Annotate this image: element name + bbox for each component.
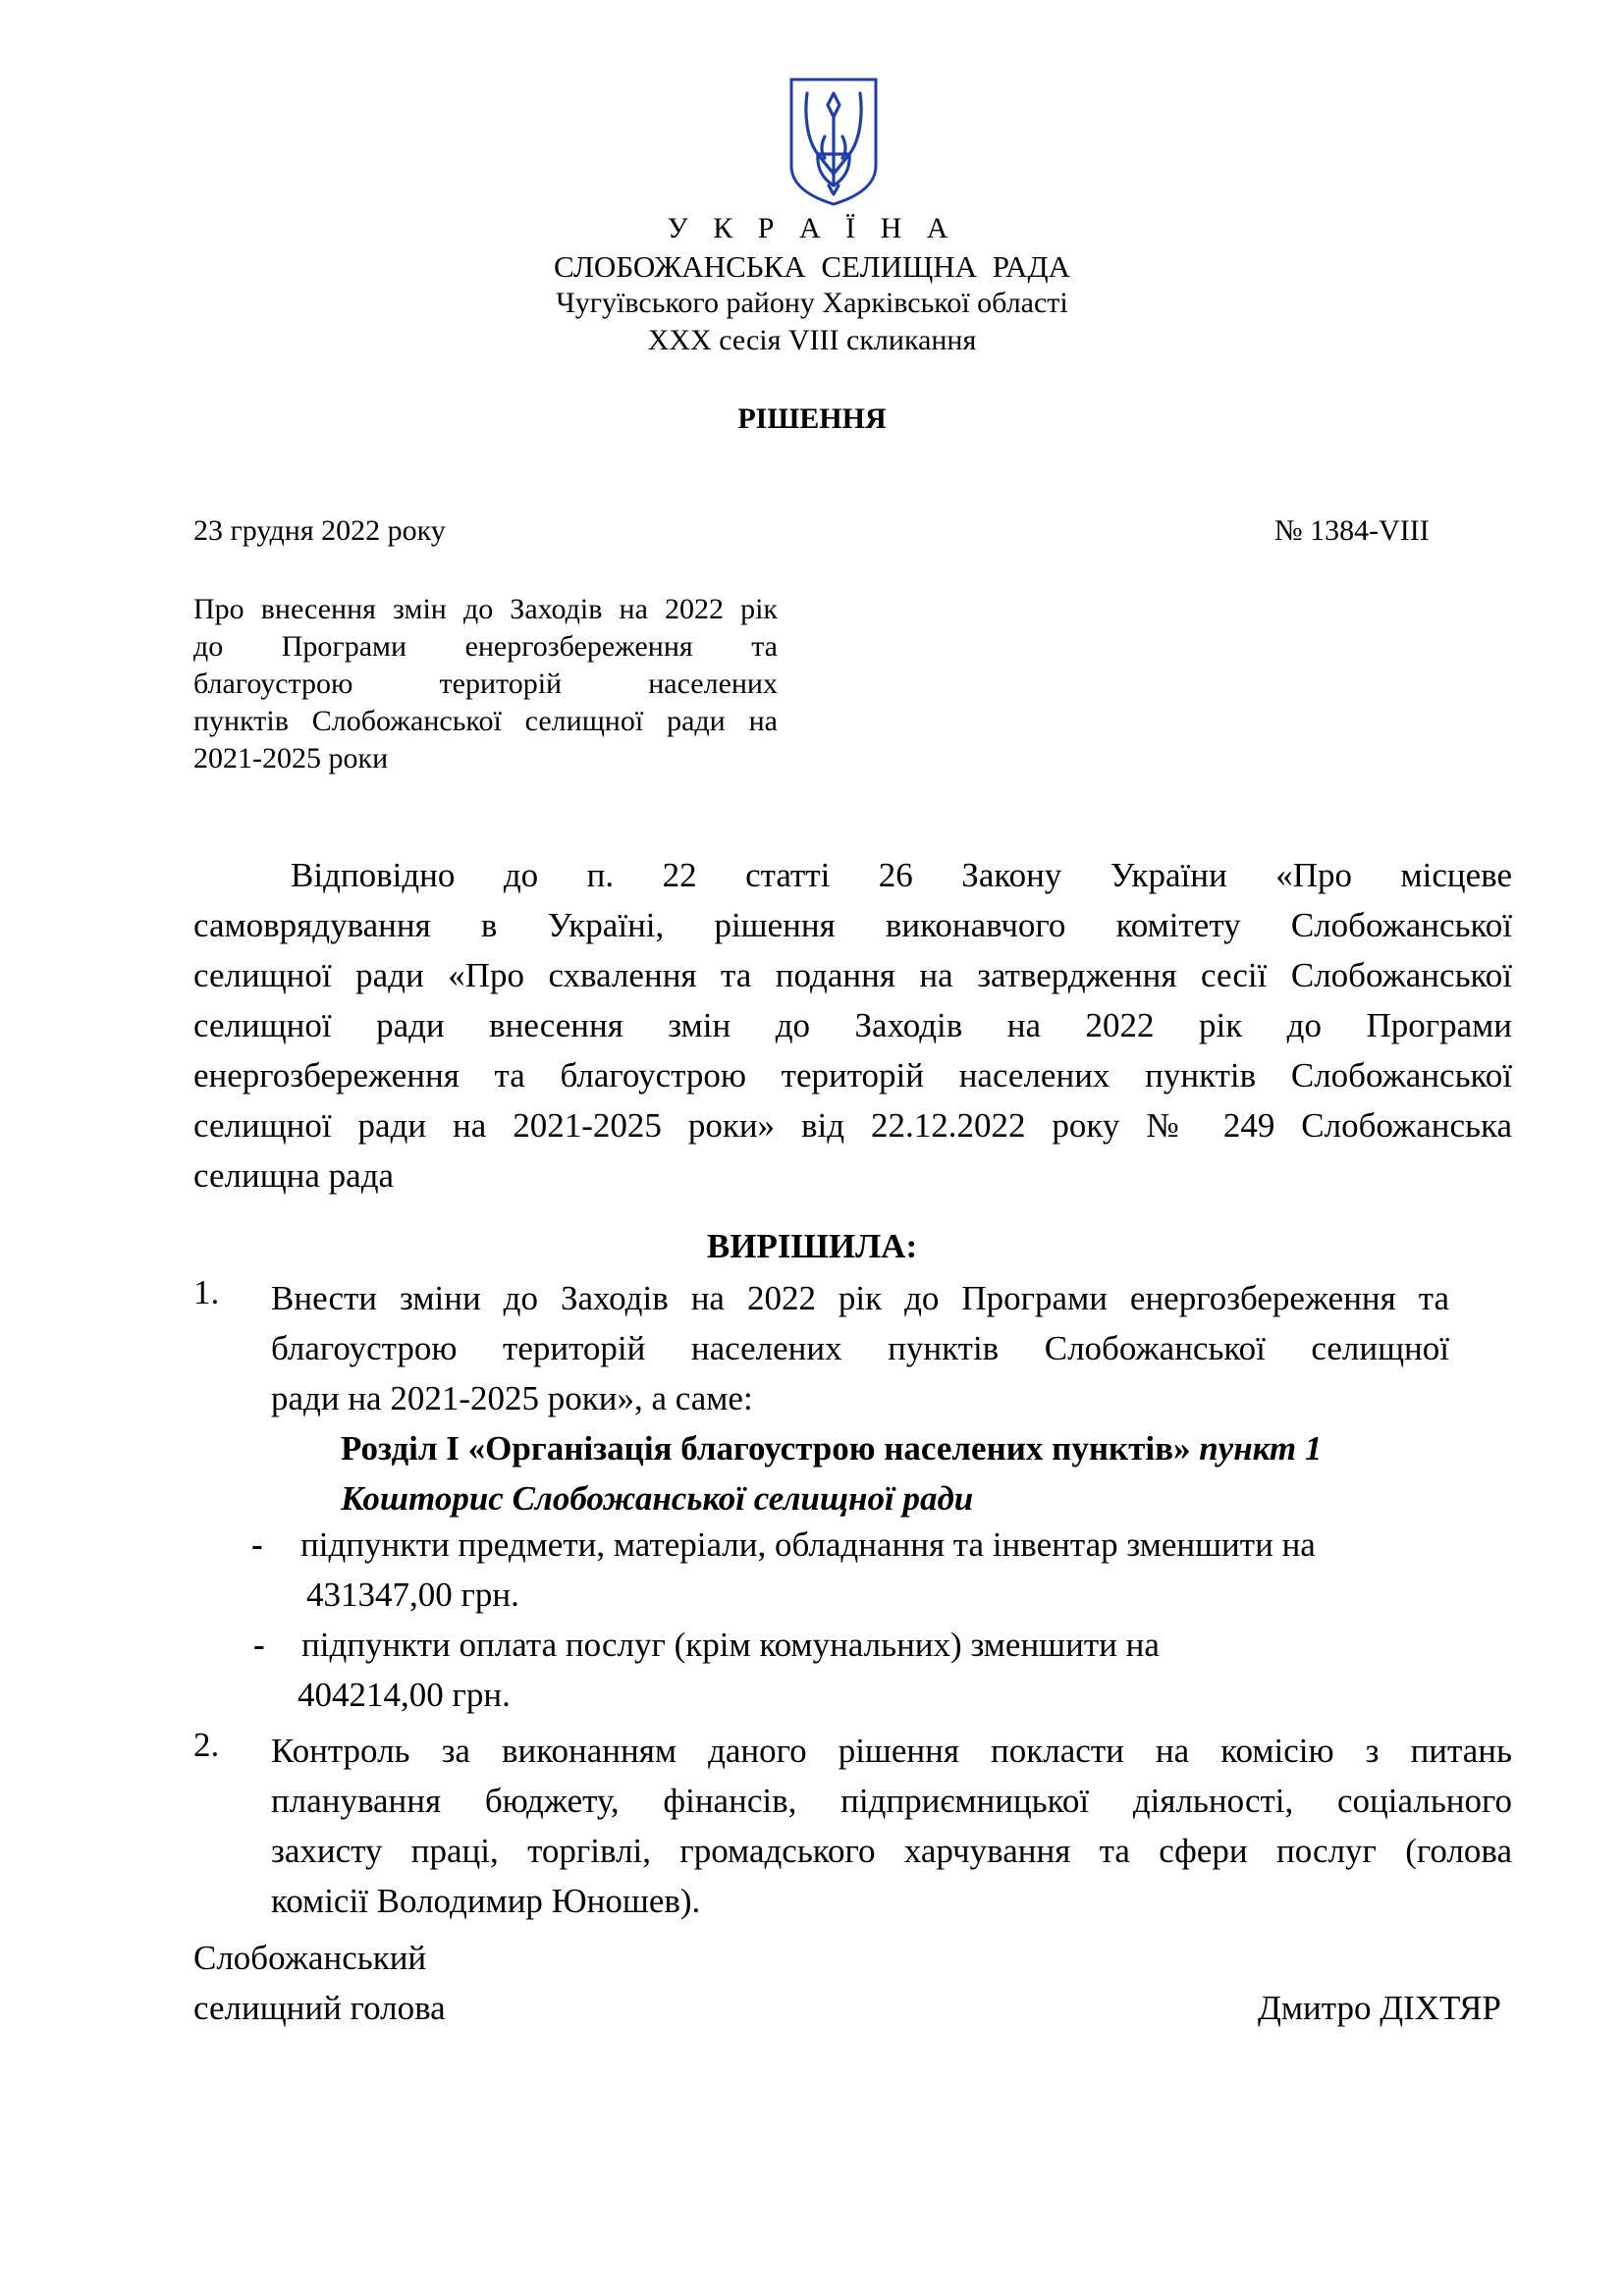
session-heading: ХХХ сесія VІІІ скликання — [647, 324, 977, 356]
signatory-title: селищний голова — [193, 1989, 446, 2027]
trident-emblem-svg — [787, 76, 880, 208]
item-1-line: ради на 2021-2025 роки», а саме: — [271, 1379, 753, 1417]
council-heading: СЛОБОЖАНСЬКА СЕЛИЩНА РАДА — [554, 249, 1070, 284]
subject-line: Про внесення змін до Заходів на 2022 рік — [193, 593, 778, 625]
subject-line: пунктів Слобожанської селищної ради на — [193, 705, 778, 737]
district-heading: Чугуївського району Харківської області — [556, 287, 1068, 319]
section-estimate-title: Кошторис Слобожанської селищної ради — [341, 1479, 974, 1518]
decision-date: 23 грудня 2022 року — [193, 514, 446, 547]
preamble-line: Відповідно до п. 22 статті 26 Закону України «Про місцеве — [291, 856, 1512, 894]
subitem-text: підпункти оплата послуг (крім комунальних) зменшити на — [301, 1626, 1160, 1664]
decision-number: № 1384-VIII — [1274, 514, 1430, 547]
subitem-amount: 404214,00 грн. — [298, 1676, 511, 1714]
signatory-title: Слобожанський — [193, 1939, 427, 1977]
subject-line: до Програми енергозбереження та — [193, 630, 778, 663]
document-type-title: РІШЕННЯ — [737, 402, 887, 435]
preamble-paragraph — [193, 850, 1512, 1201]
preamble-line: самоврядування в Україні, рішення виконавчого комітету Слобожанської — [193, 906, 1512, 944]
preamble-line: селищна рада — [193, 1156, 395, 1195]
decision-subject — [193, 591, 778, 777]
subitem-amount: 431347,00 грн. — [306, 1575, 519, 1614]
signatory-name: Дмитро ДІХТЯР — [1258, 1989, 1501, 2027]
list-dash: - — [251, 1525, 263, 1564]
item-number: 1. — [193, 1273, 220, 1311]
item-2-line: Контроль за виконанням даного рішення покласти на комісію з питань — [271, 1732, 1512, 1770]
country-heading: У К Р А Ї Н А — [667, 212, 957, 244]
subject-line: 2021-2025 роки — [193, 742, 389, 774]
item-2-line: комісії Володимир Юношев). — [271, 1882, 701, 1920]
item-2-line: захисту праці, торгівлі, громадського харчування та сфери послуг (голова — [271, 1832, 1512, 1870]
item-2-line: планування бюджету, фінансів, підприємницької діяльності, соціального — [271, 1782, 1512, 1820]
preamble-line: селищної ради на 2021-2025 роки» від 22.12.2022 року № 249 Слобожанська — [193, 1106, 1512, 1145]
preamble-line: селищної ради внесення змін до Заходів на 2022 рік до Програми — [193, 1006, 1512, 1044]
preamble-line: селищної ради «Про схвалення та подання на затвердження сесії Слобожанської — [193, 956, 1512, 994]
section-reference — [341, 1423, 1322, 1473]
preamble-line: енергозбереження та благоустрою територій населених пунктів Слобожанської — [193, 1056, 1512, 1095]
subitem-text: підпункти предмети, матеріали, обладнання та інвентар зменшити на — [300, 1525, 1316, 1564]
list-dash: - — [253, 1626, 265, 1664]
item-number: 2. — [193, 1726, 220, 1764]
section-point: пункт 1 — [1190, 1429, 1323, 1468]
subject-line: благоустрою територій населених — [193, 667, 778, 700]
resolved-heading: ВИРІШИЛА: — [706, 1227, 918, 1265]
item-2-text — [271, 1726, 1512, 1926]
item-1-line: благоустрою територій населених пунктів Слобожанської селищної — [271, 1329, 1449, 1367]
section-title: Розділ І «Організація благоустрою населених пунктів» — [341, 1429, 1191, 1468]
coat-of-arms-icon — [787, 76, 880, 208]
item-1-line: Внести зміни до Заходів на 2022 рік до Програми енергозбереження та — [271, 1279, 1449, 1317]
item-1-text — [271, 1273, 1449, 1423]
